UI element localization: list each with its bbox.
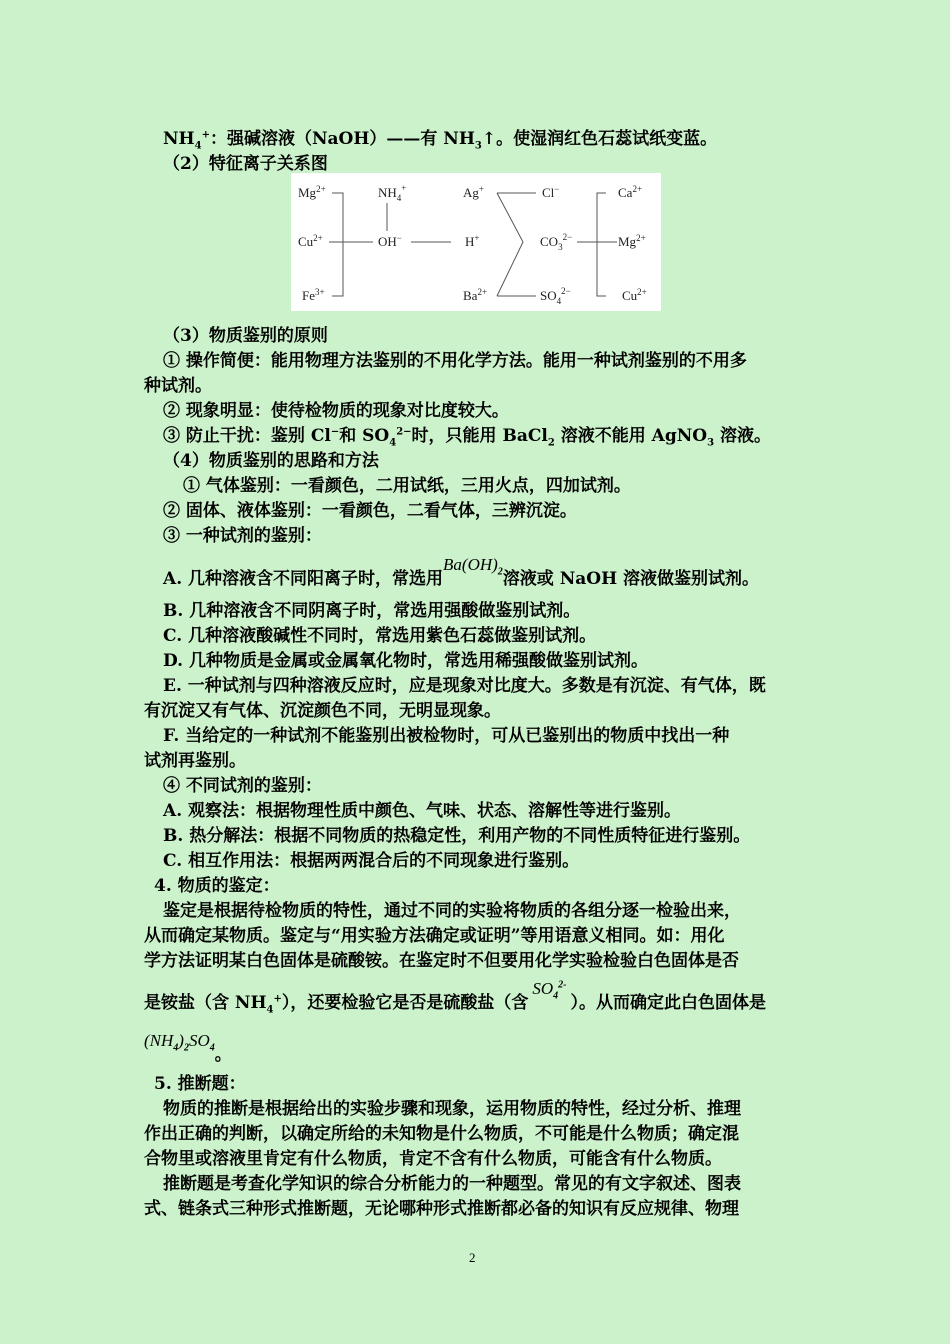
one-reagent-e: E. 一种试剂与四种溶液反应时，应是现象对比度大。多数是有沉淀、有气体，既 — [163, 676, 766, 696]
method-one-reagent: ③ 一种试剂的鉴别： — [163, 526, 322, 546]
principle-3: ③ 防止干扰：鉴别 Cl−和 $SO_4^{2-}$时，只能用 BaCl$_2$ 溶液不能用 AgNO$_3$ 溶液。 — [163, 426, 771, 449]
identification-p4: 是铵盐（含 $NH_4^+$），还要检验它是否是硫酸盐（含$SO_4^{2-}$）。从而确定此白色固体是 — [144, 979, 767, 1016]
inference-p1: 物质的推断是根据给出的实验步骤和现象，运用物质的特性，经过分析、推理 — [163, 1099, 741, 1119]
identification-p2: 从而确定某物质。鉴定与“用实验方法确定或证明”等用语意义相同。如：用化 — [144, 926, 725, 946]
diff-reagent-b: B. 热分解法：根据不同物质的热稳定性，利用产物的不同性质特征进行鉴别。 — [163, 826, 751, 846]
one-reagent-c: C. 几种溶液酸碱性不同时，常选用紫色石蕊做鉴别试剂。 — [163, 626, 597, 646]
inference-p2: 作出正确的判断，以确定所给的未知物是什么物质，不可能是什么物质；确定混 — [144, 1124, 739, 1144]
fig-ion-ca: $Ca^{2+}$ — [618, 184, 643, 200]
one-reagent-d: D. 几种物质是金属或金属氧化物时，常选用稀强酸做鉴别试剂。 — [163, 651, 648, 671]
one-reagent-e-cont: 有沉淀又有气体、沉淀颜色不同，无明显现象。 — [144, 701, 501, 721]
fig-ion-so4: $SO_4^{2-}$ — [540, 286, 571, 306]
fig-ion-h: H+ — [465, 233, 480, 249]
diff-reagent-a: A. 观察法：根据物理性质中颜色、气味、状态、溶解性等进行鉴别。 — [163, 801, 682, 821]
ion-relation-figure — [291, 173, 661, 311]
identification-p5: $(NH_4)_2SO_4$。 — [144, 1031, 232, 1065]
fig-ion-cu2: $Cu^{2+}$ — [622, 287, 647, 303]
one-reagent-a: A. 几种溶液含不同阳离子时，常选用$Ba(OH)_2$溶液或 NaOH 溶液做鉴别试剂。 — [163, 555, 760, 589]
method-gas: ① 气体鉴别：一看颜色，二用试纸，三用火点，四加试剂。 — [183, 476, 631, 496]
inference-p3: 合物里或溶液里肯定有什么物质，肯定不含有什么物质，可能含有什么物质。 — [144, 1149, 722, 1169]
principle-1: ① 操作简便：能用物理方法鉴别的不用化学方法。能用一种试剂鉴别的不用多 — [163, 351, 747, 371]
heading-principles: （3）物质鉴别的原则 — [163, 326, 328, 346]
one-reagent-f: F. 当给定的一种试剂不能鉴别出被检物时，可从已鉴别出的物质中找出一种 — [163, 726, 730, 746]
fig-ion-mg: $Mg^{2+}$ — [298, 184, 326, 200]
formula-so4: $SO_4^{2-}$ — [532, 979, 567, 1002]
fig-ion-cl: Cl− — [542, 184, 560, 200]
fig-ion-cu: $Cu^{2+}$ — [298, 233, 323, 249]
formula-ammonium-sulfate: $(NH_4)_2SO_4$ — [144, 1031, 215, 1054]
fig-ion-oh: OH− — [378, 233, 402, 249]
one-reagent-f-cont: 试剂再鉴别。 — [144, 751, 246, 771]
fig-ion-nh4: $NH_4^+$ — [378, 183, 407, 203]
heading-ion-relation-figure: （2）特征离子关系图 — [163, 154, 328, 174]
fig-ion-fe: $Fe^{3+}$ — [302, 287, 325, 303]
diff-reagent-c: C. 相互作用法：根据两两混合后的不同现象进行鉴别。 — [163, 851, 580, 871]
fig-ion-mg2: $Mg^{2+}$ — [618, 233, 646, 249]
ammonium-test-line: $NH_4^+$：强碱溶液（NaOH）——有 $NH_3↑$。使湿润红色石蕊试纸变蓝。 — [163, 129, 718, 152]
fig-ion-co3: $CO_3^{2-}$ — [540, 232, 573, 252]
page-number: 2 — [469, 1250, 476, 1265]
inference-p5: 式、链条式三种形式推断题，无论哪种形式推断都必备的知识有反应规律、物理 — [144, 1199, 739, 1219]
identification-p1: 鉴定是根据待检物质的特性，通过不同的实验将物质的各组分逐一检验出来， — [163, 901, 741, 921]
fig-ion-ag: Ag+ — [463, 184, 484, 200]
formula-baoh2: $Ba(OH)_2$ — [443, 555, 503, 578]
heading-inference: 5. 推断题： — [154, 1074, 246, 1094]
inference-p4: 推断题是考查化学知识的综合分析能力的一种题型。常见的有文字叙述、图表 — [163, 1174, 741, 1194]
principle-1-cont: 种试剂。 — [144, 376, 212, 396]
principle-2: ② 现象明显：使待检物质的现象对比度较大。 — [163, 401, 509, 421]
identification-p3: 学方法证明某白色固体是硫酸铵。在鉴定时不但要用化学实验检验白色固体是否 — [144, 951, 739, 971]
fig-ion-ba: $Ba^{2+}$ — [463, 287, 488, 303]
heading-identification: 4. 物质的鉴定： — [154, 876, 280, 896]
heading-methods: （4）物质鉴别的思路和方法 — [163, 451, 379, 471]
method-solid-liquid: ② 固体、液体鉴别：一看颜色，二看气体，三辨沉淀。 — [163, 501, 577, 521]
one-reagent-b: B. 几种溶液含不同阴离子时，常选用强酸做鉴别试剂。 — [163, 601, 581, 621]
method-different-reagents: ④ 不同试剂的鉴别： — [163, 776, 322, 796]
